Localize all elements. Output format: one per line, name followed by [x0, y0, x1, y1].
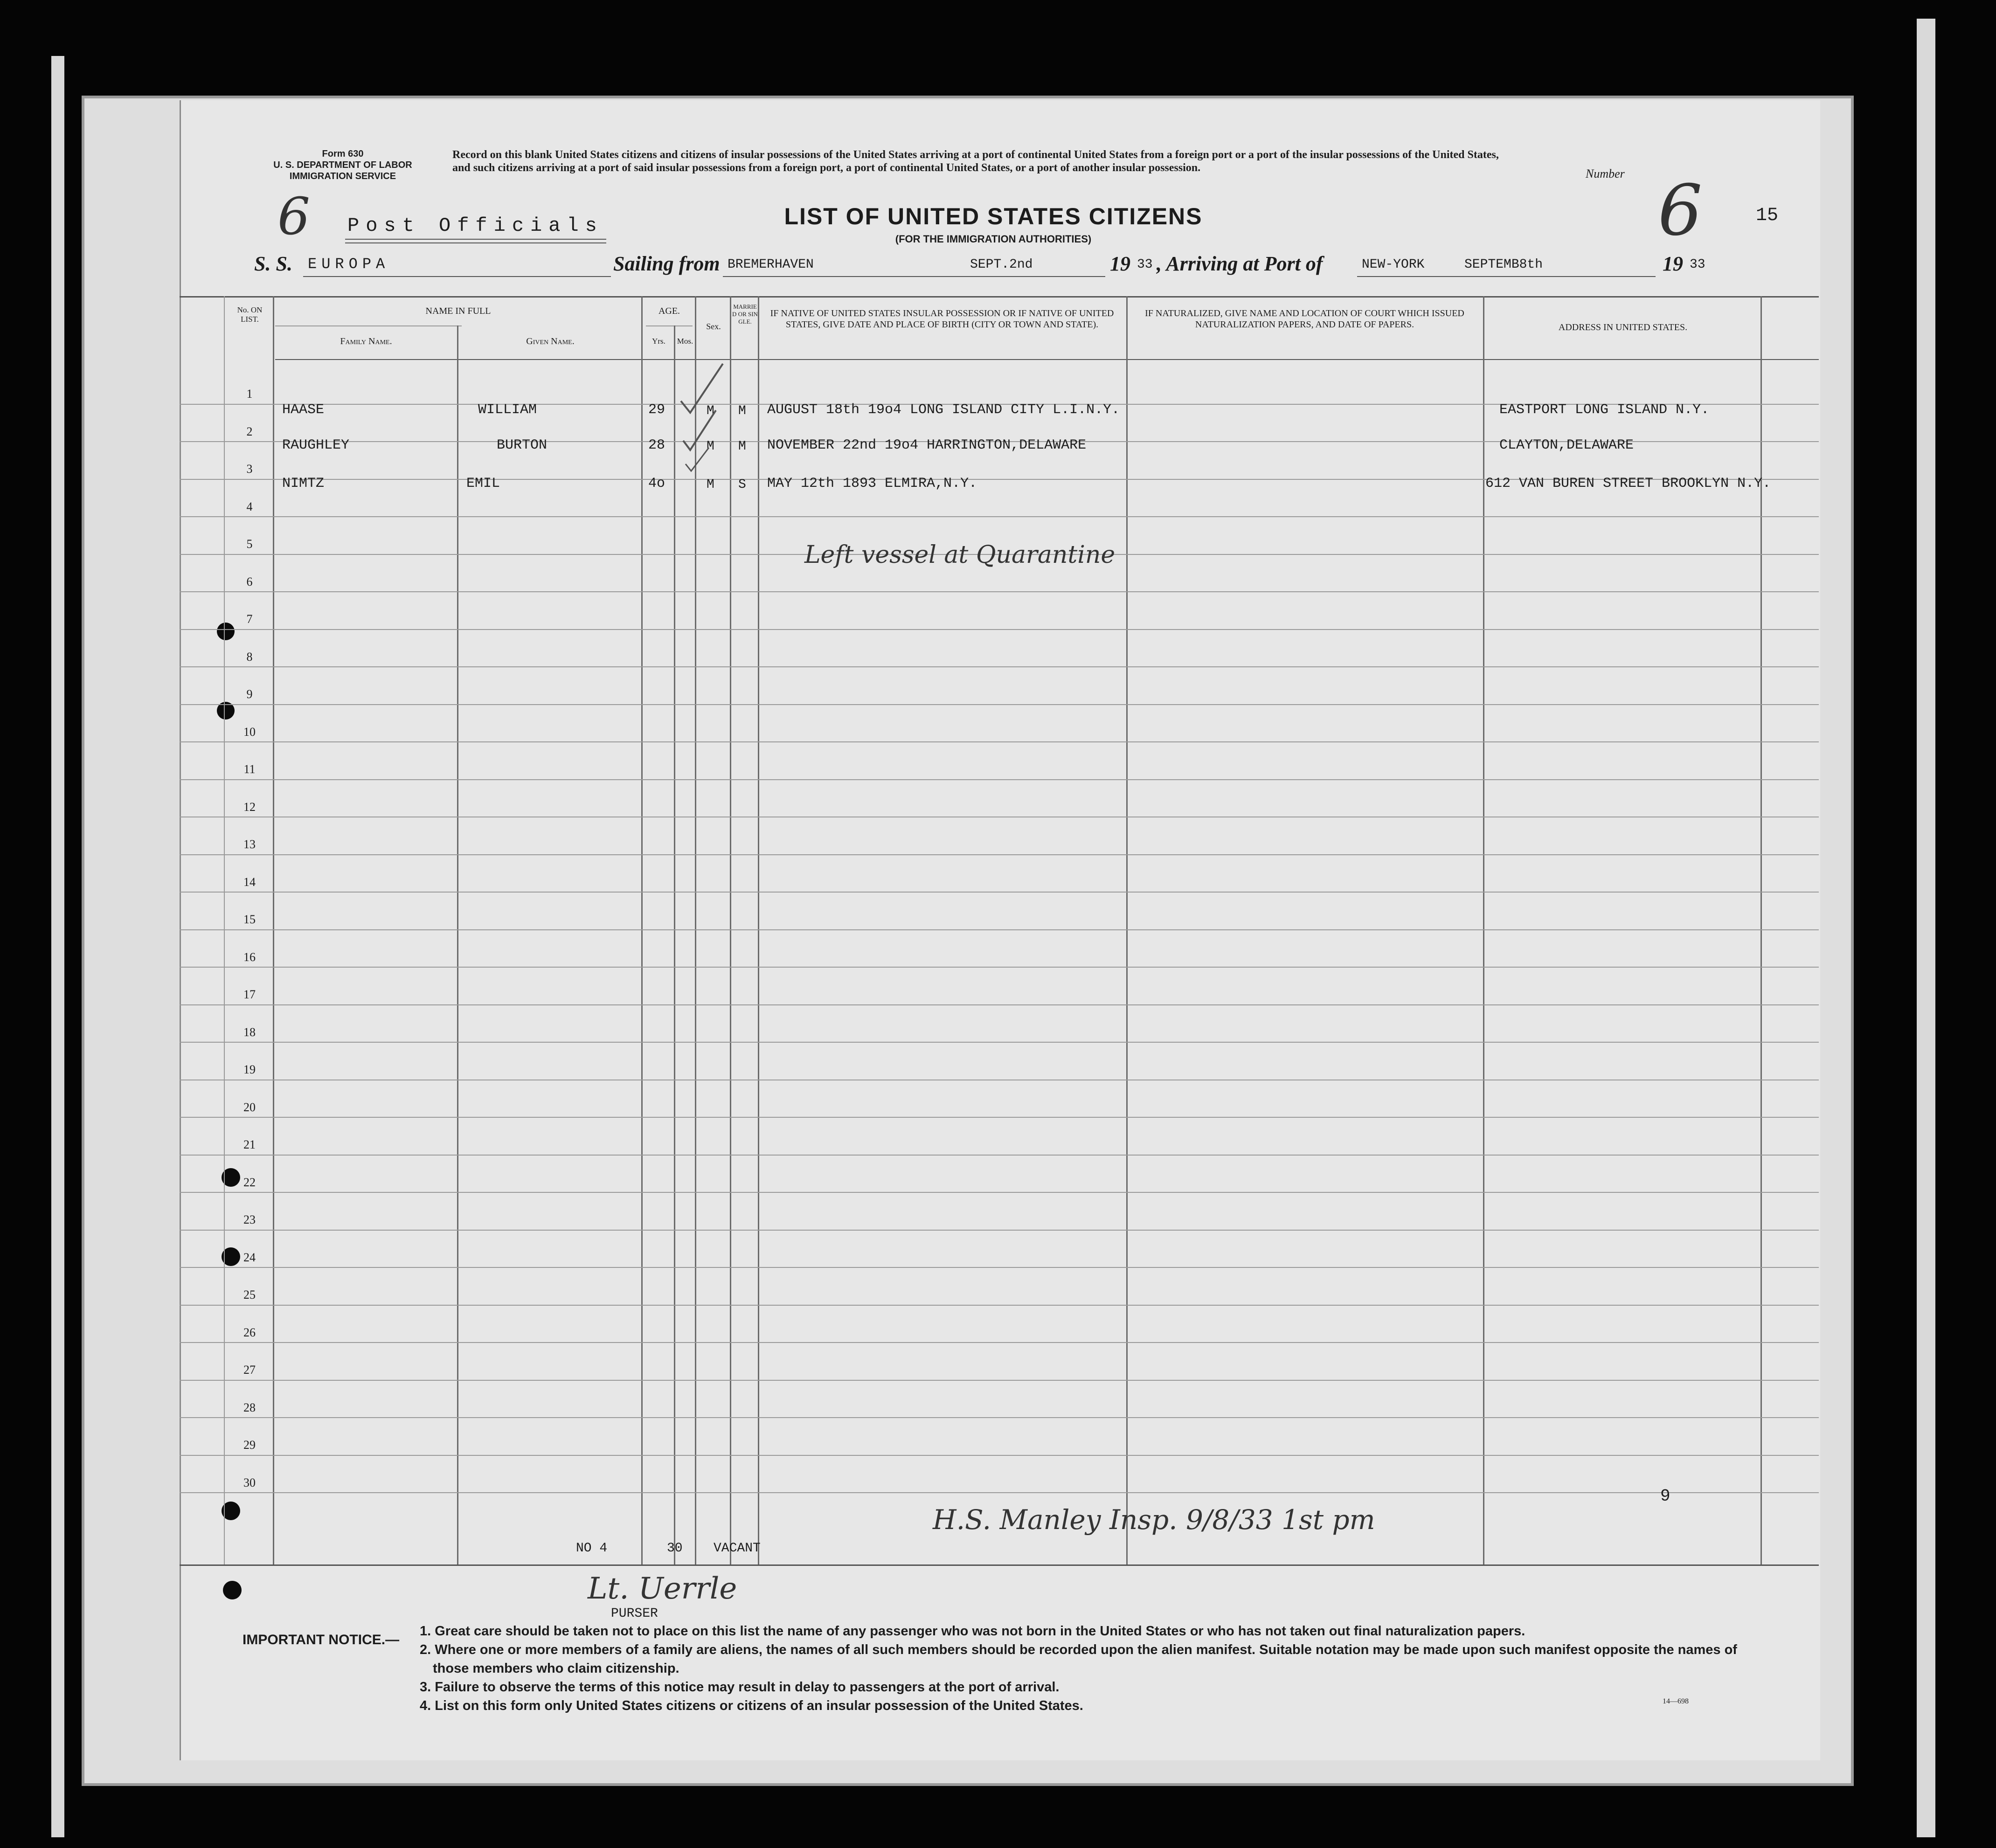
service: IMMIGRATION SERVICE: [289, 171, 396, 181]
entry-3-family: NIMTZ: [282, 476, 325, 491]
entry-3-birth: MAY 12th 1893 ELMIRA,N.Y.: [767, 476, 977, 491]
entry-1-address: EASTPORT LONG ISLAND N.Y.: [1499, 402, 1710, 418]
arriving-label: , Arriving at Port of: [1157, 252, 1323, 275]
header-bottom-border: [275, 359, 1819, 360]
row-rule: [180, 779, 1819, 780]
form-number: Form 630: [322, 149, 364, 159]
row-rule: [180, 1455, 1819, 1456]
entry-1-marital: M: [738, 404, 746, 418]
row-number: 21: [243, 1138, 256, 1151]
entry-1-family: HAASE: [282, 402, 325, 418]
row-number: 30: [243, 1476, 256, 1489]
entry-2-birth: NOVEMBER 22nd 19o4 HARRINGTON,DELAWARE: [767, 437, 1087, 453]
row-number: 22: [243, 1176, 256, 1189]
entry-1-yrs: 29: [648, 402, 665, 418]
row-rule: [180, 741, 1819, 742]
row-number: 29: [243, 1438, 256, 1452]
row-rule: [180, 666, 1819, 667]
ship-name: EUROPA: [308, 256, 390, 273]
vacant-count: 30: [667, 1541, 683, 1556]
notice-item: 2. Where one or more members of a family are aliens, the names of all such members should be recorded upon the alien manifest. Suitable notation may be made upon such manifest opposite the names of those members who claim citizenship.: [420, 1642, 1737, 1676]
entry-3-address: 612 VAN BUREN STREET BROOKLYN N.Y.: [1485, 476, 1771, 491]
header-yrs: Yrs.: [652, 337, 665, 346]
page-number: 15: [1756, 205, 1779, 226]
notice-list: [420, 1622, 1772, 1715]
row-number: 28: [243, 1401, 256, 1414]
header-address: ADDRESS IN UNITED STATES.: [1558, 322, 1688, 332]
film-edge-right: [1917, 19, 1935, 1837]
row-number: 2: [246, 425, 253, 438]
sailing-label: Sailing from: [613, 252, 720, 275]
notice-item: 3. Failure to observe the terms of this notice may result in delay to passengers at the port of arrival.: [420, 1680, 1060, 1695]
category-underline: [345, 242, 606, 243]
form-footer: 14—698: [1663, 1697, 1689, 1705]
entry-2-given: BURTON: [497, 437, 548, 453]
arriving-underline: [1357, 276, 1656, 277]
row-number: 26: [243, 1326, 256, 1339]
row-number: 23: [243, 1213, 256, 1226]
row-rule: [180, 1117, 1819, 1118]
entry-1-birth: AUGUST 18th 19o4 LONG ISLAND CITY L.I.N.Y.: [767, 402, 1120, 418]
form-identifier: [254, 148, 431, 182]
row-rule: [180, 1417, 1819, 1418]
row-rule: [180, 516, 1819, 517]
entry-2-family: RAUGHLEY: [282, 437, 350, 453]
list-number: 6: [1658, 170, 1703, 251]
form-instructions: Record on this blank United States citizens and citizens of insular possessions of the United States arriving at a port of continental United States from a foreign port or a port of the insular possessions of the United States, and such citizens arriving at a port of said insular possessions from a foreign port, a port of continental United States, or a port of another insular possession.: [452, 149, 1499, 174]
row-rule: [180, 704, 1819, 705]
row-number: 9: [246, 687, 253, 701]
sailing-year-suffix: 33: [1137, 257, 1153, 272]
ship-underline: [303, 276, 611, 277]
sailing-year-prefix: 19: [1110, 252, 1130, 275]
row-number: 12: [243, 800, 256, 814]
entry-3-given: EMIL: [466, 476, 500, 491]
sailing-underline: [723, 276, 1105, 277]
left-margin-mark: 6: [277, 187, 310, 246]
row-number: 25: [243, 1288, 256, 1301]
row-number: 16: [243, 950, 256, 964]
column-rule: [1483, 296, 1484, 1564]
sailing-port: BREMERHAVEN: [728, 257, 814, 272]
row-rule: [180, 629, 1819, 630]
vacant-number: NO 4: [576, 1541, 608, 1556]
form-subtitle: (FOR THE IMMIGRATION AUTHORITIES): [895, 233, 1092, 245]
entry-3-yrs: 4o: [648, 476, 665, 491]
sailing-date: SEPT.2nd: [970, 257, 1033, 272]
ss-label: S. S.: [254, 252, 292, 275]
entry-1-sex: M: [707, 404, 714, 418]
row-number: 19: [243, 1063, 256, 1076]
number-label: Number: [1586, 167, 1625, 180]
row-number: 17: [243, 988, 256, 1001]
purser-label: PURSER: [611, 1606, 658, 1621]
row-rule: [180, 1230, 1819, 1231]
row-rule: [180, 1155, 1819, 1156]
row-number: 3: [246, 462, 253, 476]
row-number: 13: [243, 837, 256, 851]
arriving-date: SEPTEMB8th: [1464, 257, 1543, 272]
row-rule: [180, 892, 1819, 893]
row-number: 10: [243, 725, 256, 739]
entry-2-yrs: 28: [648, 437, 665, 453]
column-rule: [730, 296, 731, 1564]
row-rule: [180, 854, 1819, 855]
notice-item: 1. Great care should be taken not to place on this list the name of any passenger who was not born in the United States or who has not taken out final naturalization papers.: [420, 1624, 1525, 1639]
row-number: 18: [243, 1025, 256, 1039]
entry-3-marital: S: [738, 478, 746, 492]
notice-label: IMPORTANT NOTICE.—: [243, 1632, 400, 1647]
category-label: Post Officials: [347, 215, 603, 237]
corner-number: 9: [1660, 1487, 1670, 1506]
entry-1-given: WILLIAM: [478, 402, 537, 418]
table-top-border: [180, 296, 1819, 298]
table-bottom-border: [180, 1564, 1819, 1566]
column-rule: [457, 325, 458, 1564]
row-rule: [180, 591, 1819, 592]
row-number: 7: [246, 612, 253, 626]
arriving-port: NEW-YORK: [1362, 257, 1425, 272]
form-title: LIST OF UNITED STATES CITIZENS: [784, 203, 1203, 229]
row-rule: [180, 929, 1819, 930]
entry-2-marital: M: [738, 439, 746, 454]
row-number: 24: [243, 1251, 256, 1264]
row-rule: [180, 1305, 1819, 1306]
vacant-label: VACANT: [714, 1541, 761, 1556]
column-rule: [641, 296, 643, 1564]
row-number: 4: [246, 500, 253, 513]
row-number: 1: [246, 387, 253, 401]
notice-item: 4. List on this form only United States citizens or citizens of an insular possession of the United States.: [420, 1698, 1083, 1713]
header-name-in-full: NAME IN FULL: [425, 306, 491, 316]
header-naturalized: IF NATURALIZED, GIVE NAME AND LOCATION OF COURT WHICH ISSUED NATURALIZATION PAPERS, AND DATE OF PAPERS.: [1145, 308, 1464, 330]
row-number: 14: [243, 875, 256, 889]
header-mid-border: [275, 325, 462, 326]
row-rule: [180, 1342, 1819, 1343]
row-rule: [180, 1042, 1819, 1043]
header-mos: Mos.: [677, 337, 693, 346]
punch-hole: [223, 1581, 242, 1599]
row-rule: [180, 1004, 1819, 1005]
header-sex: Sex.: [706, 322, 721, 331]
film-edge-left: [51, 56, 64, 1837]
column-rule: [674, 325, 675, 1564]
category-underline: [345, 239, 606, 240]
arriving-year-suffix: 33: [1690, 257, 1705, 272]
header-no-on-list: No. ON LIST.: [237, 305, 263, 324]
entry-2-sex: M: [707, 439, 714, 454]
row-number: 15: [243, 913, 256, 926]
purser-signature: Lt. Uerrle: [588, 1571, 737, 1606]
row-number: 5: [246, 537, 253, 551]
row-rule: [180, 1267, 1819, 1268]
check-marks: [672, 354, 755, 476]
row-rule: [180, 1192, 1819, 1193]
row-rule: [180, 1380, 1819, 1381]
column-rule: [758, 296, 759, 1564]
row-number: 6: [246, 575, 253, 588]
header-married-single: MARRIED OR SINGLE.: [732, 303, 758, 325]
header-family-name: Family Name.: [340, 336, 392, 346]
department: U. S. DEPARTMENT OF LABOR: [273, 160, 412, 170]
header-age: AGE.: [658, 306, 680, 316]
row-number: 20: [243, 1100, 256, 1114]
entry-2-address: CLAYTON,DELAWARE: [1499, 437, 1634, 453]
left-vessel-note: Left vessel at Quarantine: [804, 541, 1116, 569]
header-birth: IF NATIVE OF UNITED STATES INSULAR POSSESSION OR IF NATIVE OF UNITED STATES, GIVE DATE AND PLACE OF BIRTH (CITY OR TOWN AND STATE).: [770, 308, 1114, 330]
arriving-year-prefix: 19: [1663, 252, 1683, 275]
row-rule: [180, 967, 1819, 968]
row-number: 11: [243, 762, 256, 776]
row-rule: [180, 1492, 1819, 1493]
entry-3-sex: M: [707, 478, 714, 492]
column-rule: [1126, 296, 1128, 1564]
row-number: 27: [243, 1363, 256, 1377]
row-number: 8: [246, 650, 253, 664]
header-given-name: Given Name.: [526, 336, 575, 346]
column-rule: [695, 296, 696, 1564]
inspector-note: H.S. Manley Insp. 9/8/33 1st pm: [933, 1504, 1375, 1536]
header-mid-border: [646, 325, 693, 326]
